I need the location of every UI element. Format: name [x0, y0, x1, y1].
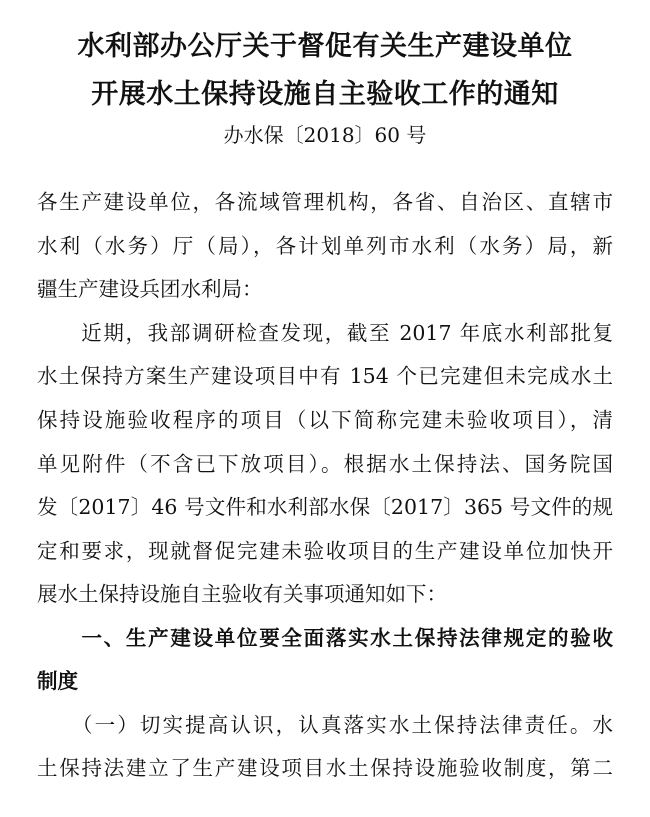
- body-line: 近期，我部调研检查发现，截至 2017 年底水利部批复: [37, 321, 613, 345]
- body-line: 发〔2017〕46 号文件和水利部水保〔2017〕365 号文件的规: [37, 495, 613, 519]
- body-line: 土保持法建立了生产建设项目水土保持设施验收制度，第二: [37, 756, 613, 780]
- body-line: 水利（水务）厅（局），各计划单列市水利（水务）局，新: [37, 234, 613, 258]
- body-line: 各生产建设单位，各流域管理机构，各省、自治区、直辖市: [37, 190, 613, 214]
- body-line: 单见附件（不含已下放项目）。根据水土保持法、国务院国: [37, 452, 613, 476]
- document-number: 办水保〔2018〕60 号: [223, 123, 427, 147]
- body-line: 展水土保持设施自主验收有关事项通知如下：: [37, 582, 447, 606]
- body-line: 水土保持方案生产建设项目中有 154 个已完建但未完成水土: [37, 364, 613, 388]
- document-title-line-1: 水利部办公厅关于督促有关生产建设单位: [77, 31, 573, 62]
- body-line: 疆生产建设兵团水利局：: [37, 277, 263, 301]
- body-line: 定和要求，现就督促完建未验收项目的生产建设单位加快开: [37, 539, 613, 563]
- document-title-line-2: 开展水土保持设施自主验收工作的通知: [91, 79, 559, 110]
- section-heading: 制度: [37, 669, 78, 693]
- section-heading: 一、生产建设单位要全面落实水土保持法律规定的验收: [37, 626, 613, 650]
- body-line: 保持设施验收程序的项目（以下简称完建未验收项目），清: [37, 408, 613, 432]
- body-line: （一）切实提高认识，认真落实水土保持法律责任。水: [37, 713, 613, 737]
